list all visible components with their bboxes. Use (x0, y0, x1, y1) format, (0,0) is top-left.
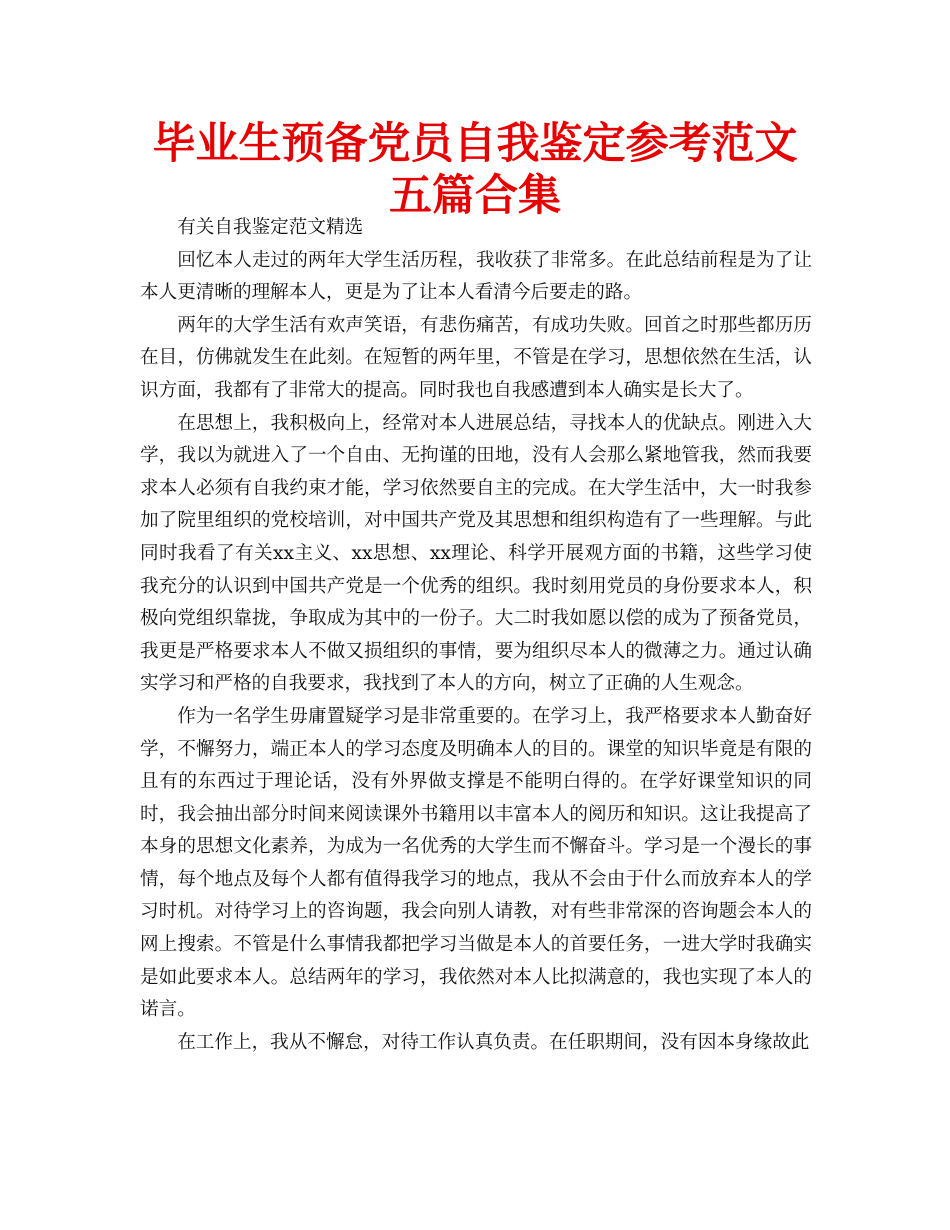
paragraph: 作为一名学生毋庸置疑学习是非常重要的。在学习上，我严格要求本人勤奋好学，不懈努力，端正本人的学习态度及明确本人的目的。课堂的知识毕竟是有限的且有的东西过于理论话，没有外界做支撑是不能明白得的。在学好课堂知识的同时，我会抽出部分时间来阅读课外书籍用以丰富本人的阅历和知识。这让我提高了本身的思想文化素养，为成为一名优秀的大学生而不懈奋斗。学习是一个漫长的事情，每个地点及每个人都有值得我学习的地点，我从不会由于什么而放弃本人的学习时机。对待学习上的咨询题，我会向别人请教，对有些非常深的咨询题会本人的网上搜索。不管是什么事情我都把学习当做是本人的首要任务，一进大学时我确实是如此要求本人。总结两年的学习，我依然对本人比拟满意的，我也实现了本人的诺言。 (140, 705, 812, 1021)
document-body (140, 212, 812, 1059)
subtitle-line: 有关自我鉴定范文精选 (177, 217, 364, 238)
paragraph: 两年的大学生活有欢声笑语，有悲伤痛苦，有成功失败。回首之时那些都历历在目，仿佛就发生在此刻。在短暂的两年里，不管是在学习，思想依然在生活，认识方面，我都有了非常大的提高。同时我也自我感遭到本人确实是长大了。 (140, 314, 812, 401)
paragraph: 回忆本人走过的两年大学生活历程，我收获了非常多。在此总结前程是为了让本人更清晰的理解本人，更是为了让本人看清今后要走的路。 (140, 249, 812, 304)
document-title: 毕业生预备党员自我鉴定参考范文五篇合集 (152, 119, 798, 221)
paragraph: 在思想上，我积极向上，经常对本人进展总结，寻找本人的优缺点。刚进入大学，我以为就进入了一个自由、无拘谨的田地，没有人会那么紧地管我，然而我要求本人必须有自我约束才能，学习依然要自主的完成。在大学生活中，大一时我参加了院里组织的党校培训，对中国共产党及其思想和组织构造有了一些理解。与此同时我看了有关xx主义、xx思想、xx理论、科学开展观方面的书籍，这些学习使我充分的认识到中国共产党是一个优秀的组织。我时刻用党员的身份要求本人，积极向党组织靠拢，争取成为其中的一份子。大二时我如愿以偿的成为了预备党员，我更是严格要求本人不做又损组织的事情，要为组织尽本人的微薄之力。通过认确实学习和严格的自我要求，我找到了本人的方向，树立了正确的人生观念。 (140, 412, 812, 695)
paragraph: 在工作上，我从不懈怠，对待工作认真负责。在任职期间，没有因本身缘故此 (177, 1031, 810, 1053)
